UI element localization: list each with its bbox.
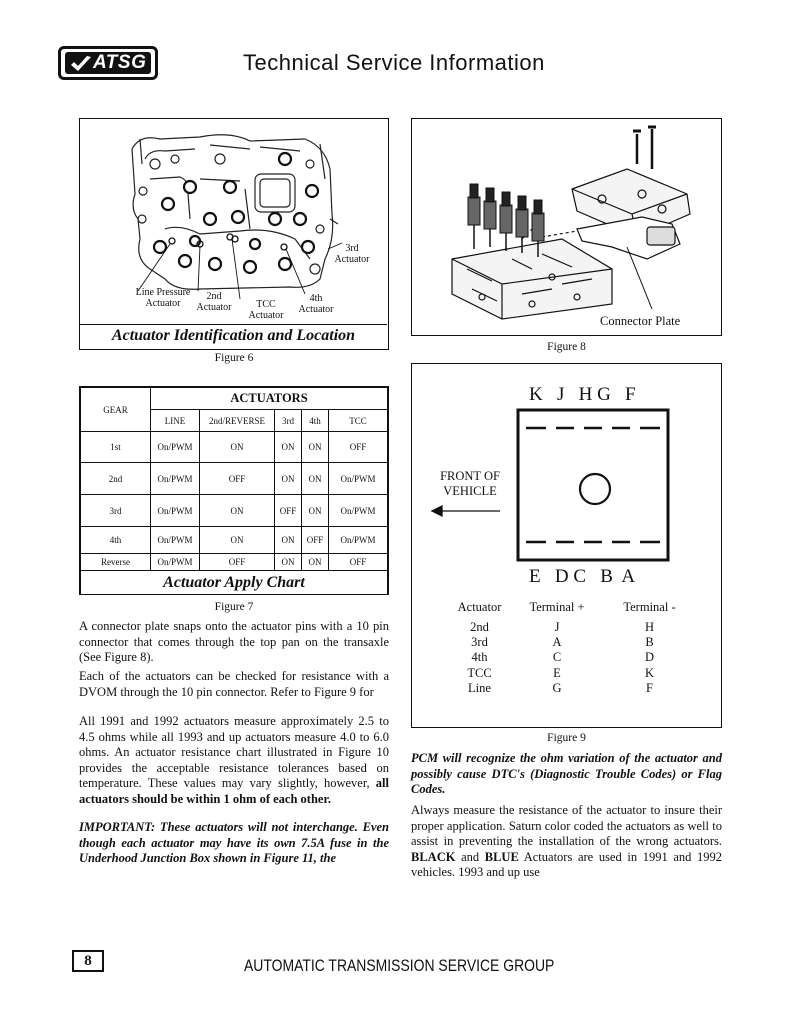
paragraph-color-coding — [411, 803, 722, 881]
value-cell: ON — [275, 527, 302, 554]
header-terminal-plus: Terminal + — [529, 600, 585, 614]
value-cell: ON — [275, 432, 302, 463]
list-item: 2nd — [470, 620, 489, 634]
actuators-header: ACTUATORS — [151, 388, 388, 410]
value-cell: OFF — [200, 463, 275, 495]
figure8-box — [411, 118, 722, 336]
figure7-box — [79, 386, 389, 595]
table-row — [81, 463, 388, 495]
page-title: Technical Service Information — [243, 50, 545, 75]
value-cell: OFF — [275, 495, 302, 527]
list-item: G — [552, 680, 562, 695]
value-cell: On/PWM — [329, 463, 388, 495]
value-cell: ON — [200, 527, 275, 554]
terminal-minus-column — [607, 620, 692, 696]
label-2nd-actuator: 2nd Actuator — [196, 291, 232, 313]
figure9-box — [411, 363, 722, 728]
resistance-text: All 1991 and 1992 actuators measure approximately 2.5 to 4.5 ohms while all 1993 and up actuators measure 4.0 to 6.0 ohms. An actuator resistance chart illustrated in Figure 10 provides the acceptable resistance tolerances based on temperature. These values may vary slightly, however, — [79, 714, 389, 790]
col-header: 4th — [302, 410, 329, 432]
value-cell: On/PWM — [329, 527, 388, 554]
actuator-apply-table — [80, 387, 388, 595]
list-item: Line — [468, 680, 491, 695]
list-item: B — [645, 635, 654, 650]
checkmark-icon — [69, 55, 93, 73]
atsg-logo — [58, 46, 158, 80]
label-4th-actuator: 4th Actuator — [298, 293, 334, 315]
value-cell: ON — [275, 463, 302, 495]
list-item: J — [554, 620, 560, 634]
gear-cell: 4th — [81, 527, 151, 554]
value-cell: ON — [200, 495, 275, 527]
value-cell: On/PWM — [151, 495, 200, 527]
important-note: IMPORTANT: These actuators will not interchange. Even though each actuator may have its own 7.5A fuse in the Underhood Junction Box shown in Figure 11, the — [79, 820, 389, 865]
value-cell: OFF — [329, 554, 388, 571]
figure6-caption: Actuator Identification and Location — [111, 327, 356, 344]
figure7-label: Figure 7 — [214, 601, 254, 613]
list-item: C — [552, 650, 562, 665]
connector-plate-diagram — [412, 119, 720, 334]
figure6-box — [79, 118, 389, 350]
header-actuator: Actuator — [457, 600, 502, 614]
value-cell: ON — [302, 554, 329, 571]
value-cell: On/PWM — [151, 463, 200, 495]
logo-text: ATSG — [93, 52, 147, 73]
list-item: E — [553, 665, 561, 680]
value-cell: ON — [302, 463, 329, 495]
value-cell: On/PWM — [151, 432, 200, 463]
value-cell: ON — [302, 495, 329, 527]
list-item: H — [644, 620, 655, 634]
resistance-bold-note: all actuators should be within 1 ohm of each other. — [79, 776, 389, 806]
value-cell: OFF — [302, 527, 329, 554]
col-header: LINE — [151, 410, 200, 432]
list-item: D — [644, 650, 655, 665]
table-row — [81, 495, 388, 527]
gear-cell: Reverse — [81, 554, 151, 571]
value-cell: On/PWM — [329, 495, 388, 527]
header-terminal-minus: Terminal - — [623, 600, 676, 614]
terminal-table-header — [452, 600, 692, 620]
blue-label: BLUE — [484, 849, 519, 864]
label-3rd-actuator: 3rd Actuator — [334, 243, 370, 265]
paragraph-resistance-specs — [79, 714, 389, 807]
terminal-table-body — [452, 620, 692, 696]
gear-cell: 1st — [81, 432, 151, 463]
terminal-plus-column — [507, 620, 607, 696]
col-header: TCC — [329, 410, 388, 432]
list-item: F — [646, 680, 653, 695]
pcm-note: PCM will recognize the ohm variation of the actuator and possibly cause DTC's (Diagnostic Trouble Codes) or Flag Codes. — [411, 751, 722, 796]
terminal-table — [452, 600, 692, 696]
value-cell: ON — [275, 554, 302, 571]
page-number: 8 — [72, 950, 104, 972]
table-row — [81, 554, 388, 571]
black-label: BLACK — [411, 849, 456, 864]
figure9-label: Figure 9 — [547, 732, 586, 744]
col-header: 2nd/REVERSE — [200, 410, 275, 432]
value-cell: On/PWM — [151, 554, 200, 571]
list-item: 4th — [471, 650, 488, 665]
table-row — [81, 432, 388, 463]
gear-header: GEAR — [81, 388, 151, 432]
table-row — [81, 527, 388, 554]
value-cell: OFF — [329, 432, 388, 463]
gear-cell: 3rd — [81, 495, 151, 527]
label-tcc-actuator: TCC Actuator — [248, 299, 284, 321]
list-item: A — [552, 635, 562, 650]
top-terminal-letters: K J H G F — [529, 384, 636, 405]
bottom-terminal-letters: E D C B A — [529, 566, 636, 587]
list-item: 3rd — [471, 635, 488, 650]
color-coding-text-2: Actuators are used in 1991 and 1992 vehicles. 1993 and up use — [411, 849, 722, 879]
and-text: and — [455, 849, 485, 864]
paragraph-dvom-check: Each of the actuators can be checked for resistance with a DVOM through the 10 pin connector. Refer to Figure 9 for — [79, 669, 389, 699]
paragraph-connector-plate: A connector plate snaps onto the actuator pins with a 10 pin connector that comes through the top pan on the transaxle (See Figure 8). — [79, 619, 389, 664]
list-item: TCC — [467, 665, 492, 680]
color-coding-text: Always measure the resistance of the actuator to insure their proper application. Saturn color coded the actuators as well to assist in preventing the installation of the wrong actuators. — [411, 803, 722, 848]
col-header: 3rd — [275, 410, 302, 432]
gear-cell: 2nd — [81, 463, 151, 495]
list-item: K — [644, 665, 655, 680]
value-cell: ON — [200, 432, 275, 463]
caption-divider — [80, 324, 387, 325]
figure6-label: Figure 6 — [214, 352, 254, 364]
label-line-pressure-actuator: Line Pressure Actuator — [135, 287, 191, 309]
value-cell: ON — [302, 432, 329, 463]
connector-plate-label: Connector Plate — [600, 314, 681, 328]
figure8-label: Figure 8 — [547, 341, 586, 353]
value-cell: OFF — [200, 554, 275, 571]
actuator-column — [452, 620, 507, 696]
figure7-caption: Actuator Apply Chart — [81, 571, 388, 595]
value-cell: On/PWM — [151, 527, 200, 554]
footer-org: AUTOMATIC TRANSMISSION SERVICE GROUP — [244, 956, 555, 975]
front-of-vehicle-label: FRONT OF VEHICLE — [440, 469, 500, 498]
